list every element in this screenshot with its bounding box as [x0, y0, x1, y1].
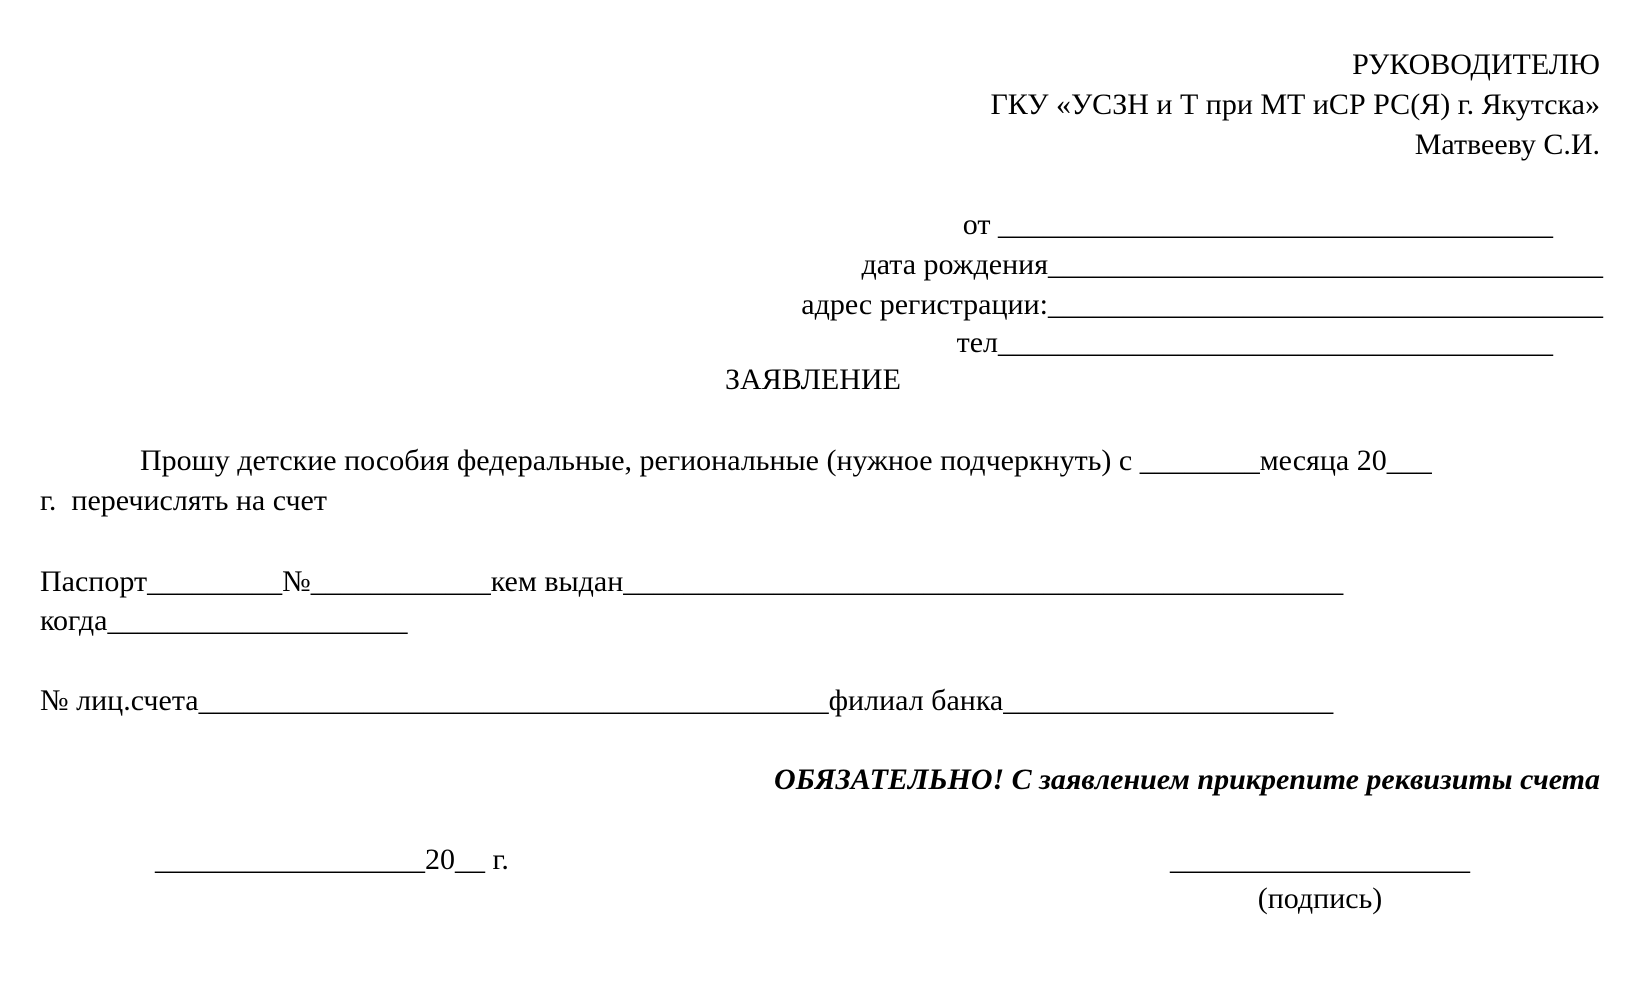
addressee-line-3: Матвееву С.И. [1414, 128, 1600, 161]
addressee-line-2: ГКУ «УСЗН и Т при МТ иСР РС(Я) г. Якутска» [990, 88, 1600, 121]
passport-issue-date-line: когда____________________ [40, 604, 408, 637]
request-line-1: Прошу детские пособия федеральные, региональные (нужное подчеркнуть) с ________месяца 20___ [140, 444, 1432, 477]
mandatory-notice: ОБЯЗАТЕЛЬНО! С заявлением прикрепите реквизиты счета [774, 763, 1600, 796]
signature-label: (подпись) [1257, 882, 1383, 915]
passport-line: Паспорт_________№____________кем выдан________________________________________________ [40, 565, 1344, 598]
date-field: __________________20__ г. [155, 843, 509, 876]
registration-address-field: адрес регистрации:_____________________________________ [801, 288, 1603, 321]
phone-field: тел_____________________________________ [956, 326, 1553, 359]
addressee-line-1: РУКОВОДИТЕЛЮ [1352, 48, 1600, 81]
document-title: ЗАЯВЛЕНИЕ [725, 363, 901, 396]
birth-date-field: дата рождения_____________________________________ [861, 248, 1603, 281]
from-field: от _____________________________________ [962, 208, 1553, 241]
signature-line: ____________________ [1170, 843, 1470, 876]
request-line-2: г. перечислять на счет [40, 484, 327, 517]
account-line: № лиц.счета__________________________________________филиал банка______________________ [40, 684, 1334, 717]
